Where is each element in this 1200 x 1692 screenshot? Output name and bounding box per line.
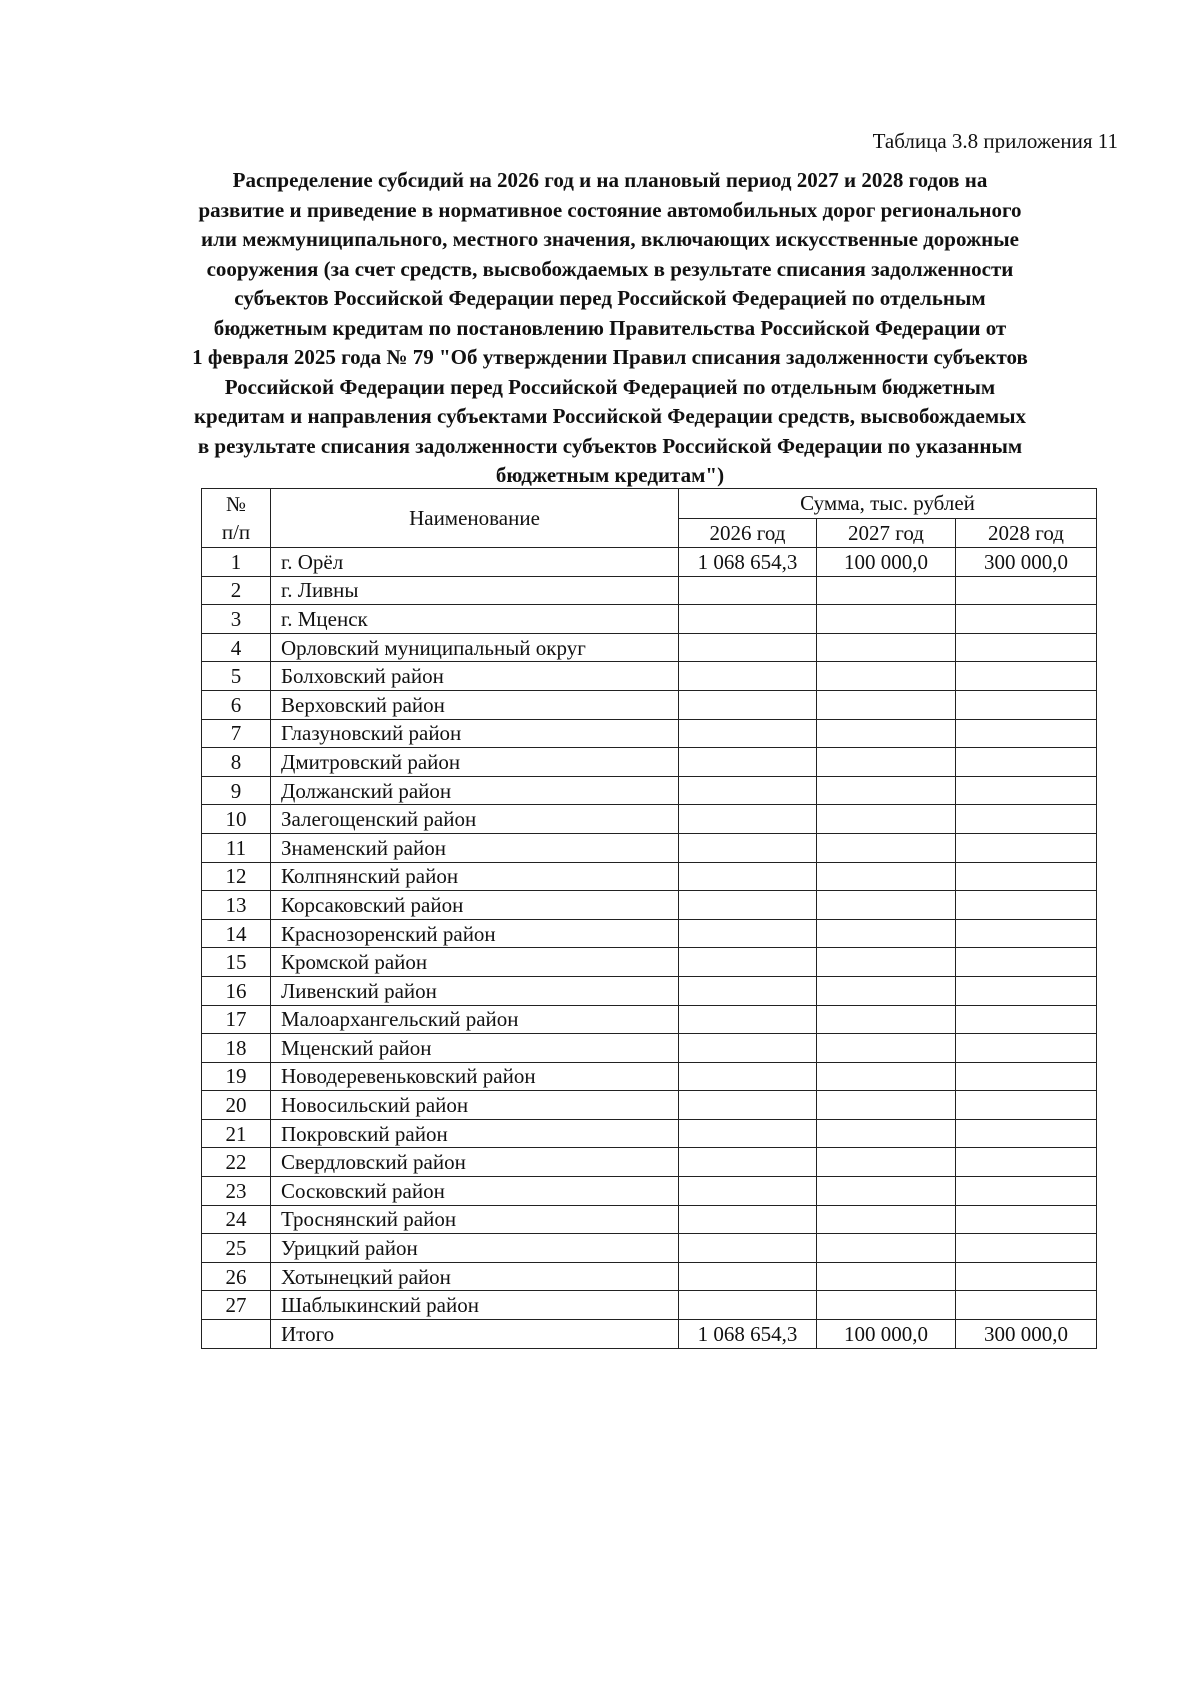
row-value-2026 <box>679 748 817 777</box>
table-row <box>202 948 1097 977</box>
row-value-2026 <box>679 719 817 748</box>
row-value-2027 <box>817 1234 956 1263</box>
row-value-2027 <box>817 1091 956 1120</box>
table-row <box>202 690 1097 719</box>
title-line: субъектов Российской Федерации перед Российской Федерацией по отдельным <box>234 286 986 310</box>
title-line: развитие и приведение в нормативное состояние автомобильных дорог регионального <box>198 197 1022 222</box>
table-row <box>202 1291 1097 1320</box>
total-row <box>202 1320 1097 1349</box>
subsidy-table <box>201 488 1097 1349</box>
row-value-2028 <box>956 805 1097 834</box>
title-line: сооружения (за счет средств, высвобождаемых в результате списания задолженности <box>206 256 1014 281</box>
row-name: Шаблыкинский район <box>271 1291 679 1320</box>
row-number: 24 <box>202 1205 271 1234</box>
row-name: г. Орёл <box>271 548 679 577</box>
row-name: Болховский район <box>271 662 679 691</box>
title-line: Российской Федерации перед Российской Федерацией по отдельным бюджетным <box>224 374 996 399</box>
row-number: 11 <box>202 833 271 862</box>
title-line: 1 февраля 2025 года № 79 "Об утверждении Правил списания задолженности субъектов <box>192 345 1028 369</box>
row-name: Кромской район <box>271 948 679 977</box>
row-value-2028 <box>956 1205 1097 1234</box>
row-name: Колпнянский район <box>271 862 679 891</box>
row-value-2027 <box>817 919 956 948</box>
row-value-2027 <box>817 1205 956 1234</box>
row-name: Мценский район <box>271 1034 679 1063</box>
row-value-2026 <box>679 1148 817 1177</box>
row-name: г. Ливны <box>271 576 679 605</box>
table-row <box>202 719 1097 748</box>
row-value-2026 <box>679 976 817 1005</box>
row-value-2028 <box>956 948 1097 977</box>
row-value-2026 <box>679 605 817 634</box>
row-value-2026 <box>679 805 817 834</box>
row-value-2027 <box>817 833 956 862</box>
row-name: Корсаковский район <box>271 891 679 920</box>
table-row <box>202 662 1097 691</box>
row-number: 7 <box>202 719 271 748</box>
row-value-2028 <box>956 1034 1097 1063</box>
row-value-2028 <box>956 690 1097 719</box>
row-value-2028 <box>956 976 1097 1005</box>
row-name: Дмитровский район <box>271 748 679 777</box>
header-sum: Сумма, тыс. рублей <box>679 489 1097 519</box>
row-value-2026 <box>679 1062 817 1091</box>
row-number: 14 <box>202 919 271 948</box>
row-name: г. Мценск <box>271 605 679 634</box>
row-name: Новосильский район <box>271 1091 679 1120</box>
row-value-2026 <box>679 1034 817 1063</box>
total-num-cell <box>202 1320 271 1349</box>
row-number: 23 <box>202 1177 271 1206</box>
header-row <box>202 489 1097 519</box>
header-year-2027: 2027 год <box>817 518 956 548</box>
row-value-2028 <box>956 1148 1097 1177</box>
row-value-2026 <box>679 919 817 948</box>
row-number: 1 <box>202 548 271 577</box>
row-value-2027 <box>817 948 956 977</box>
row-number: 5 <box>202 662 271 691</box>
row-value-2026 <box>679 1119 817 1148</box>
row-value-2027 <box>817 1262 956 1291</box>
row-value-2028 <box>956 1177 1097 1206</box>
row-number: 13 <box>202 891 271 920</box>
row-value-2028 <box>956 833 1097 862</box>
table-row <box>202 748 1097 777</box>
row-number: 6 <box>202 690 271 719</box>
total-2027: 100 000,0 <box>817 1320 956 1349</box>
total-label: Итого <box>271 1320 679 1349</box>
row-name: Свердловский район <box>271 1148 679 1177</box>
row-value-2028 <box>956 633 1097 662</box>
row-value-2026 <box>679 1005 817 1034</box>
row-value-2027 <box>817 576 956 605</box>
table-row <box>202 1005 1097 1034</box>
row-value-2026 <box>679 1291 817 1320</box>
row-value-2028 <box>956 576 1097 605</box>
header-year-2026: 2026 год <box>679 518 817 548</box>
row-name: Ливенский район <box>271 976 679 1005</box>
title-line: кредитам и направления субъектами Российской Федерации средств, высвобождаемых <box>193 404 1027 428</box>
row-value-2027 <box>817 862 956 891</box>
header-year-2028: 2028 год <box>956 518 1097 548</box>
row-number: 12 <box>202 862 271 891</box>
row-value-2028 <box>956 662 1097 691</box>
table-row <box>202 1262 1097 1291</box>
row-value-2028 <box>956 891 1097 920</box>
header-num: № п/п <box>202 489 271 548</box>
row-value-2028 <box>956 605 1097 634</box>
row-name: Урицкий район <box>271 1234 679 1263</box>
row-value-2027 <box>817 805 956 834</box>
table-row <box>202 576 1097 605</box>
row-value-2027 <box>817 891 956 920</box>
row-value-2026: 1 068 654,3 <box>679 548 817 577</box>
row-value-2028 <box>956 1091 1097 1120</box>
title-line: бюджетным кредитам по постановлению Правительства Российской Федерации от <box>213 315 1007 340</box>
row-number: 4 <box>202 633 271 662</box>
row-value-2028 <box>956 1119 1097 1148</box>
table-row <box>202 548 1097 577</box>
table-body <box>202 548 1097 1320</box>
row-value-2026 <box>679 948 817 977</box>
row-name: Хотынецкий район <box>271 1262 679 1291</box>
row-name: Должанский район <box>271 776 679 805</box>
row-value-2027 <box>817 662 956 691</box>
row-value-2027 <box>817 748 956 777</box>
row-value-2027 <box>817 633 956 662</box>
row-value-2027 <box>817 1177 956 1206</box>
row-value-2028 <box>956 1291 1097 1320</box>
row-value-2026 <box>679 862 817 891</box>
table-row <box>202 891 1097 920</box>
title-line: в результате списания задолженности субъектов Российской Федерации по указанным <box>197 433 1023 458</box>
row-name: Знаменский район <box>271 833 679 862</box>
total-2028: 300 000,0 <box>956 1320 1097 1349</box>
table-row <box>202 919 1097 948</box>
row-value-2026 <box>679 633 817 662</box>
row-value-2027 <box>817 976 956 1005</box>
row-value-2026 <box>679 576 817 605</box>
row-value-2028 <box>956 1262 1097 1291</box>
row-value-2028 <box>956 1005 1097 1034</box>
row-number: 21 <box>202 1119 271 1148</box>
row-value-2028: 300 000,0 <box>956 548 1097 577</box>
header-name: Наименование <box>271 489 679 548</box>
table-row <box>202 1148 1097 1177</box>
row-value-2028 <box>956 776 1097 805</box>
table-row <box>202 1091 1097 1120</box>
row-name: Залегощенский район <box>271 805 679 834</box>
document-title <box>120 166 1100 491</box>
row-value-2027 <box>817 605 956 634</box>
row-name: Глазуновский район <box>271 719 679 748</box>
row-number: 17 <box>202 1005 271 1034</box>
table-row <box>202 976 1097 1005</box>
row-value-2027 <box>817 1062 956 1091</box>
row-value-2027 <box>817 690 956 719</box>
row-value-2026 <box>679 1177 817 1206</box>
row-value-2027: 100 000,0 <box>817 548 956 577</box>
table-caption: Таблица 3.8 приложения 11 <box>872 129 1118 153</box>
row-number: 3 <box>202 605 271 634</box>
row-value-2028 <box>956 919 1097 948</box>
table-row <box>202 805 1097 834</box>
table-row <box>202 1119 1097 1148</box>
row-name: Сосковский район <box>271 1177 679 1206</box>
row-value-2026 <box>679 1234 817 1263</box>
row-value-2026 <box>679 891 817 920</box>
row-number: 15 <box>202 948 271 977</box>
table-row <box>202 605 1097 634</box>
row-value-2028 <box>956 862 1097 891</box>
row-value-2028 <box>956 719 1097 748</box>
row-name: Новодеревеньковский район <box>271 1062 679 1091</box>
row-name: Орловский муниципальный округ <box>271 633 679 662</box>
row-value-2026 <box>679 690 817 719</box>
row-value-2026 <box>679 1091 817 1120</box>
row-value-2027 <box>817 1005 956 1034</box>
table-row <box>202 1234 1097 1263</box>
row-value-2027 <box>817 1119 956 1148</box>
row-value-2027 <box>817 719 956 748</box>
title-line: Распределение субсидий на 2026 год и на плановый период 2027 и 2028 годов на <box>232 168 988 192</box>
row-name: Покровский район <box>271 1119 679 1148</box>
row-name: Верховский район <box>271 690 679 719</box>
row-number: 22 <box>202 1148 271 1177</box>
row-value-2028 <box>956 1062 1097 1091</box>
table-row <box>202 862 1097 891</box>
row-value-2027 <box>817 776 956 805</box>
table-row <box>202 1062 1097 1091</box>
row-number: 16 <box>202 976 271 1005</box>
row-value-2027 <box>817 1148 956 1177</box>
row-value-2026 <box>679 662 817 691</box>
row-number: 2 <box>202 576 271 605</box>
row-number: 18 <box>202 1034 271 1063</box>
row-number: 8 <box>202 748 271 777</box>
row-value-2026 <box>679 776 817 805</box>
table-row <box>202 776 1097 805</box>
table-row <box>202 1205 1097 1234</box>
row-number: 25 <box>202 1234 271 1263</box>
table-row <box>202 1034 1097 1063</box>
row-number: 27 <box>202 1291 271 1320</box>
row-value-2028 <box>956 1234 1097 1263</box>
table-row <box>202 633 1097 662</box>
row-value-2027 <box>817 1291 956 1320</box>
row-number: 10 <box>202 805 271 834</box>
row-value-2026 <box>679 1262 817 1291</box>
table-row <box>202 833 1097 862</box>
table-row <box>202 1177 1097 1206</box>
title-line: бюджетным кредитам") <box>495 463 725 487</box>
row-number: 19 <box>202 1062 271 1091</box>
row-value-2027 <box>817 1034 956 1063</box>
row-value-2026 <box>679 833 817 862</box>
row-name: Малоархангельский район <box>271 1005 679 1034</box>
row-number: 26 <box>202 1262 271 1291</box>
title-line: или межмуниципального, местного значения, включающих искусственные дорожные <box>201 227 1019 251</box>
row-number: 20 <box>202 1091 271 1120</box>
row-name: Троснянский район <box>271 1205 679 1234</box>
total-2026: 1 068 654,3 <box>679 1320 817 1349</box>
row-number: 9 <box>202 776 271 805</box>
row-value-2026 <box>679 1205 817 1234</box>
row-name: Краснозоренский район <box>271 919 679 948</box>
row-value-2028 <box>956 748 1097 777</box>
